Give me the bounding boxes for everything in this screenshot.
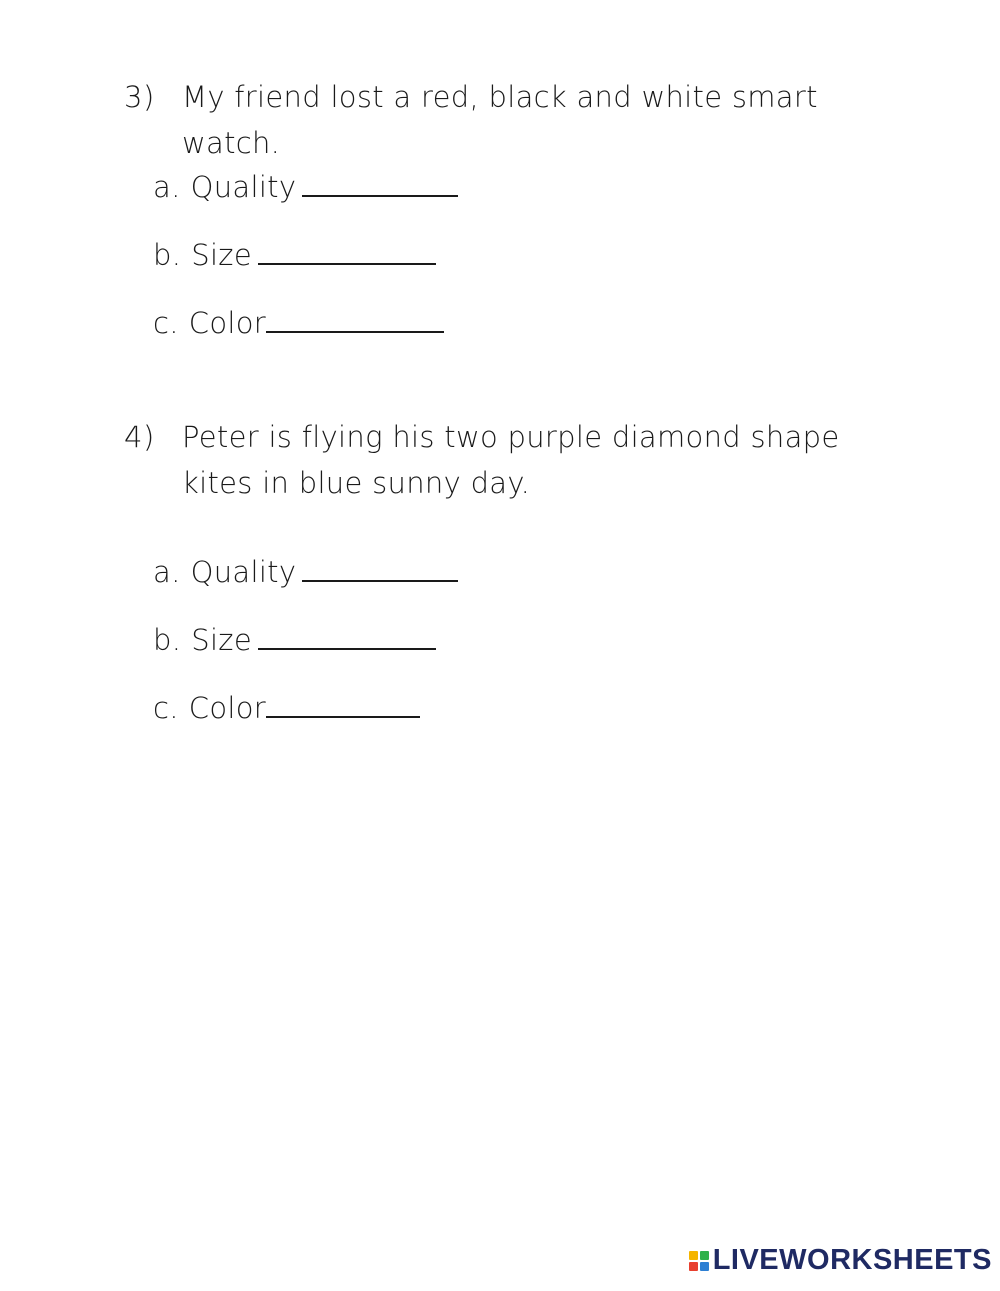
liveworksheets-logo — [689, 1244, 992, 1277]
answer-blank[interactable] — [266, 309, 444, 333]
answer-blank[interactable] — [302, 173, 458, 197]
brand-name: LIVEWORKSHEETS — [712, 1244, 992, 1276]
answer-blank[interactable] — [258, 241, 436, 265]
option-size — [153, 238, 436, 272]
option-letter: b. — [153, 623, 182, 657]
answer-blank[interactable] — [258, 626, 436, 650]
option-label: Color — [188, 306, 266, 340]
option-size — [153, 623, 436, 657]
option-label: Size — [191, 238, 252, 272]
question-text: My friend lost a red, black and white smart watch. — [182, 80, 818, 160]
option-label: Color — [188, 691, 266, 725]
option-letter: c. — [153, 306, 179, 340]
option-letter: c. — [153, 691, 179, 725]
option-label: Quality — [190, 170, 297, 204]
logo-block-icon — [700, 1251, 709, 1260]
option-quality — [153, 555, 458, 589]
logo-block-icon — [689, 1251, 698, 1260]
question-number: 3) — [124, 80, 155, 114]
logo-blocks-icon — [689, 1251, 709, 1271]
logo-block-icon — [689, 1262, 698, 1271]
answer-blank[interactable] — [302, 558, 458, 582]
option-label: Quality — [190, 555, 297, 589]
option-color — [153, 306, 444, 340]
option-quality — [153, 170, 458, 204]
option-letter: a. — [153, 555, 181, 589]
answer-blank[interactable] — [266, 694, 420, 718]
question-number: 4) — [124, 420, 155, 454]
option-color — [153, 691, 420, 725]
question-text: Peter is flying his two purple diamond shape kites in blue sunny day. — [182, 420, 840, 500]
logo-block-icon — [700, 1262, 709, 1271]
option-letter: b. — [153, 238, 182, 272]
option-letter: a. — [153, 170, 181, 204]
option-label: Size — [191, 623, 252, 657]
